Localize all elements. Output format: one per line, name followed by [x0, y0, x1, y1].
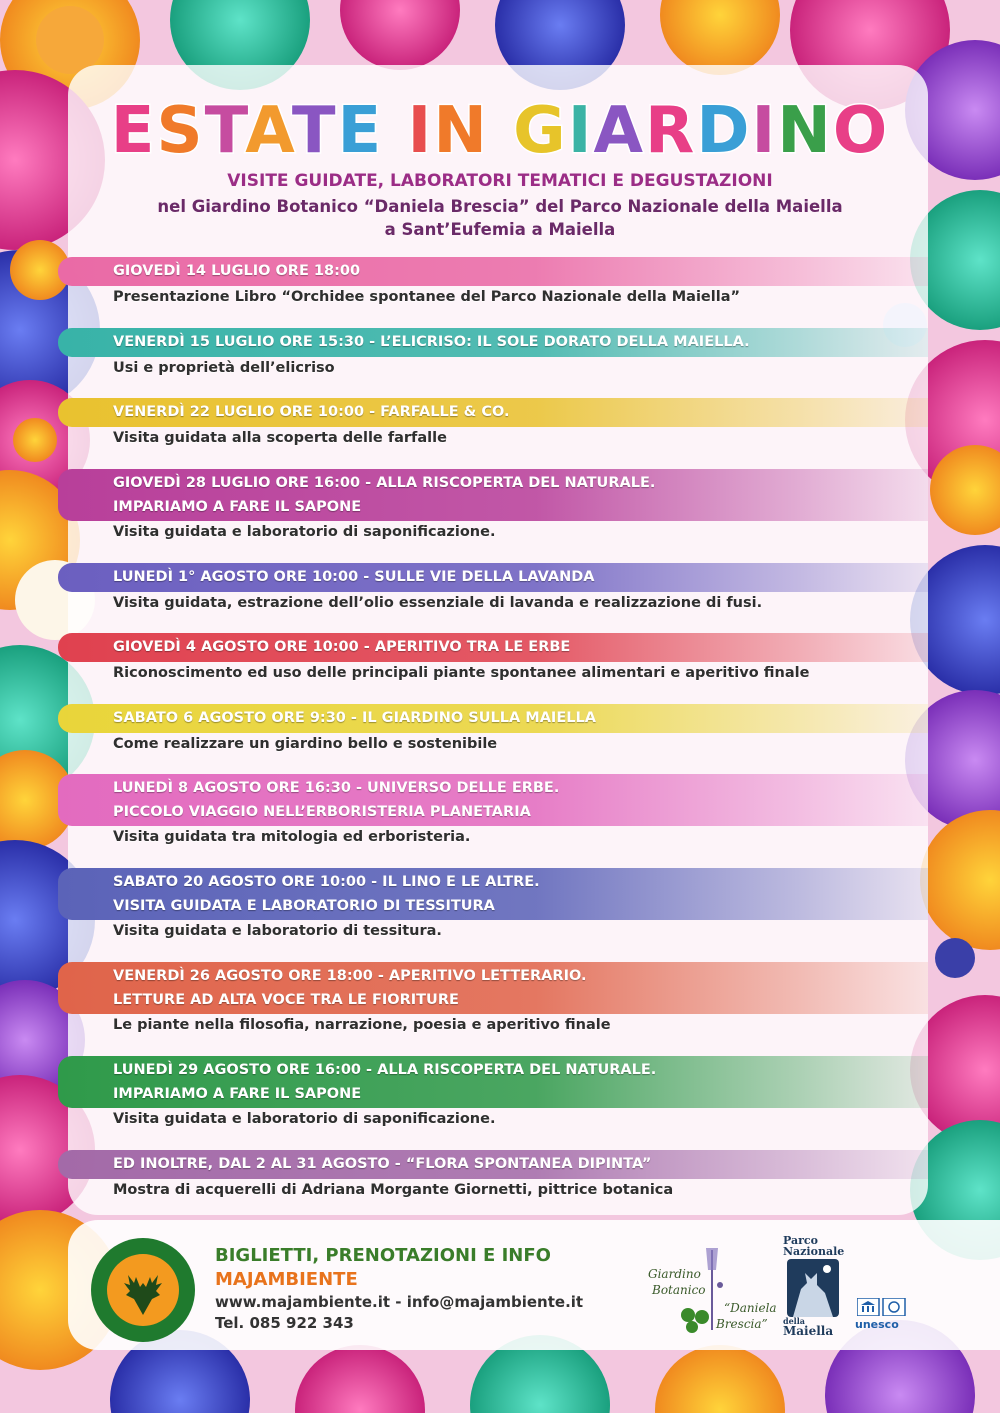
event-header-line-1: LUNEDÌ 29 AGOSTO ORE 16:00 - ALLA RISCOPERTA DEL NATURALE. [113, 1062, 657, 1078]
unesco-temple-icon [857, 1298, 907, 1316]
event-item [58, 328, 928, 380]
poster-subtitle: VISITE GUIDATE, LABORATORI TEMATICI E DEGUSTAZIONI [227, 171, 773, 191]
event-header [58, 868, 928, 920]
event-description: Visita guidata, estrazione dell’olio essenziale di lavanda e realizzazione di fusi. [113, 594, 763, 611]
title-letter: I [407, 94, 434, 168]
title-letter: I [751, 94, 778, 168]
event-description: Le piante nella filosofia, narrazione, poesia e aperitivo finale [113, 1017, 611, 1033]
location [0, 195, 1000, 241]
event-header [58, 774, 928, 826]
giardino-text-4: Brescia” [716, 1317, 768, 1331]
event-description: Presentazione Libro “Orchidee spontanee del Parco Nazionale della Maiella” [113, 288, 741, 305]
event-header-line-1: LUNEDÌ 8 AGOSTO ORE 16:30 - UNIVERSO DELLE ERBE. [113, 780, 560, 796]
title-word-3 [513, 94, 889, 168]
footer-phone: Tel. 085 922 343 [215, 1314, 354, 1332]
leaves-icon [678, 1305, 718, 1335]
event-header-line-2: IMPARIAMO A FARE IL SAPONE [113, 1085, 362, 1102]
event-description: Visita guidata tra mitologia ed erboristeria. [113, 829, 471, 845]
parco-nazionale-logo [783, 1235, 843, 1340]
title-letter: I [567, 94, 594, 168]
event-description: Riconoscimento ed uso delle principali piante spontanee alimentari e aperitivo finale [113, 664, 810, 681]
title-letter: E [110, 94, 157, 168]
event-description: Visita guidata e laboratorio di saponificazione. [113, 524, 496, 540]
unesco-logo [855, 1298, 911, 1334]
title-letter: S [156, 94, 205, 168]
title-letter: R [645, 94, 697, 168]
event-header-line-1: SABATO 6 AGOSTO ORE 9:30 - IL GIARDINO SULLA MAIELLA [113, 710, 596, 726]
event-header [58, 1056, 928, 1108]
event-header-line-1: VENERDÌ 22 LUGLIO ORE 10:00 - FARFALLE & CO. [113, 404, 510, 420]
event-header-line-2: VISITA GUIDATA E LABORATORIO DI TESSITURA [113, 897, 495, 914]
title-letter: D [696, 94, 752, 168]
event-header-line-1: GIOVEDÌ 28 LUGLIO ORE 16:00 - ALLA RISCOPERTA DEL NATURALE. [113, 475, 656, 491]
giardino-text-3: “Daniela [724, 1301, 777, 1315]
location-line-2: a Sant’Eufemia a Maiella [384, 220, 616, 239]
event-item [58, 704, 928, 756]
event-header [58, 328, 928, 357]
event-header [58, 257, 928, 286]
event-header [58, 469, 928, 521]
event-header [58, 704, 928, 733]
giardino-text-1: Giardino [648, 1267, 701, 1281]
event-header-line-2: PICCOLO VIAGGIO NELL’ERBORISTERIA PLANETARIA [113, 803, 531, 820]
unesco-text: unesco [855, 1318, 899, 1331]
event-header [58, 398, 928, 427]
title-letter: N [433, 94, 489, 168]
title-letter: A [245, 94, 292, 168]
event-item [58, 868, 928, 943]
event-header-line-1: SABATO 20 AGOSTO ORE 10:00 - IL LINO E LE ALTRE. [113, 874, 540, 890]
event-item [58, 633, 928, 685]
event-header-line-1: LUNEDÌ 1° AGOSTO ORE 10:00 - SULLE VIE DELLA LAVANDA [113, 569, 595, 585]
event-item [58, 962, 928, 1037]
footer-organizer: MAJAMBIENTE [215, 1269, 358, 1290]
chamois-icon [787, 1259, 839, 1317]
event-header-line-2: IMPARIAMO A FARE IL SAPONE [113, 498, 362, 515]
title-letter: E [337, 94, 384, 168]
title-letter: G [513, 94, 568, 168]
event-description: Visita guidata e laboratorio di tessitura. [113, 923, 442, 939]
parco-line-2: Nazionale [783, 1245, 845, 1258]
footer-contacts: www.majambiente.it - info@majambiente.it [215, 1293, 584, 1311]
event-header [58, 633, 928, 662]
event-description: Visita guidata alla scoperta delle farfalle [113, 429, 447, 446]
event-description: Come realizzare un giardino bello e sostenibile [113, 735, 498, 752]
event-header-line-1: GIOVEDÌ 4 AGOSTO ORE 10:00 - APERITIVO TRA LE ERBE [113, 639, 571, 655]
event-header [58, 563, 928, 592]
event-item [58, 774, 928, 849]
event-item [58, 1056, 928, 1131]
title-letter: N [777, 94, 833, 168]
event-header [58, 1150, 928, 1179]
event-header-line-1: ED INOLTRE, DAL 2 AL 31 AGOSTO - “FLORA SPONTANEA DIPINTA” [113, 1156, 652, 1172]
event-item [58, 257, 928, 309]
parco-line-4: Maiella [783, 1324, 834, 1338]
event-header-line-1: VENERDÌ 15 LUGLIO ORE 15:30 - L’ELICRISO: IL SOLE DORATO DELLA MAIELLA. [113, 334, 750, 350]
giardino-text-2: Botanico [652, 1283, 706, 1297]
event-item [58, 1150, 928, 1202]
event-description: Usi e proprietà dell’elicriso [113, 359, 335, 376]
event-description: Mostra di acquerelli di Adriana Morgante Giornetti, pittrice botanica [113, 1181, 674, 1198]
poster-title [0, 96, 1000, 166]
title-letter: O [832, 94, 890, 168]
title-letter: T [291, 94, 338, 168]
footer-tickets-heading: BIGLIETTI, PRENOTAZIONI E INFO [215, 1245, 551, 1266]
event-description: Visita guidata e laboratorio di saponificazione. [113, 1111, 496, 1127]
title-letter: T [204, 94, 246, 168]
parco-text [783, 1235, 843, 1257]
event-item [58, 398, 928, 450]
giardino-botanico-logo [648, 1240, 778, 1340]
maiella-text [783, 1317, 843, 1337]
title-word-1 [111, 94, 408, 168]
event-header [58, 962, 928, 1014]
deer-logo-icon [90, 1237, 196, 1343]
parco-line-1: Parco [783, 1234, 818, 1247]
event-header-line-2: LETTURE AD ALTA VOCE TRA LE FIORITURE [113, 991, 459, 1008]
event-item [58, 469, 928, 544]
title-letter: A [593, 94, 646, 168]
event-header-line-1: VENERDÌ 26 AGOSTO ORE 18:00 - APERITIVO LETTERARIO. [113, 968, 587, 984]
event-header-line-1: GIOVEDÌ 14 LUGLIO ORE 18:00 [113, 263, 361, 279]
parco-line-3: della [783, 1316, 805, 1326]
title-word-2 [408, 94, 514, 168]
event-item [58, 563, 928, 615]
location-line-1: nel Giardino Botanico “Daniela Brescia” del Parco Nazionale della Maiella [157, 197, 843, 216]
footer-info [215, 1244, 583, 1334]
